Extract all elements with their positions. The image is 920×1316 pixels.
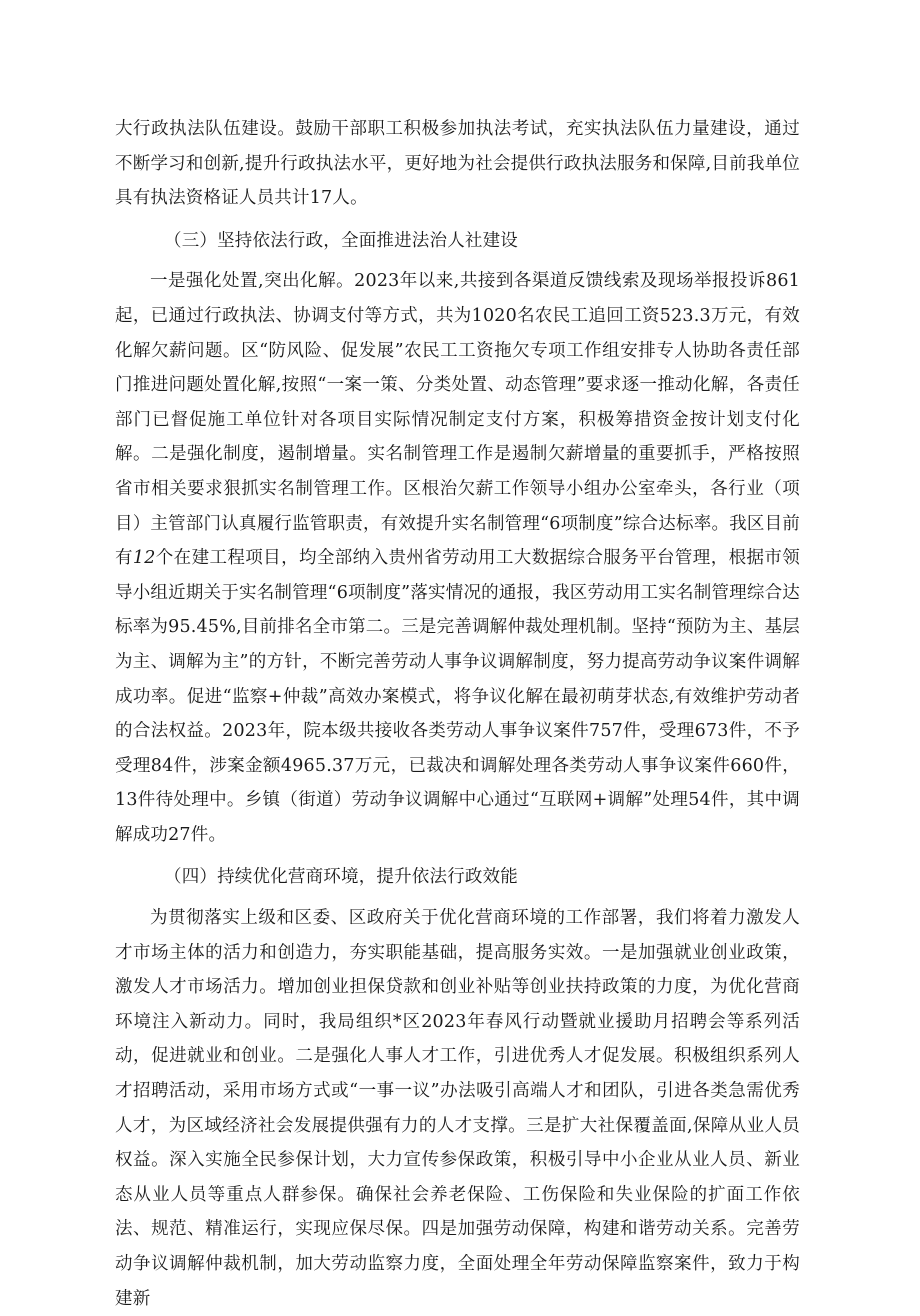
section-heading-4: （四）持续优化营商环境，提升依法行政效能 [164,867,518,888]
section-heading-3: （三）坚持依法行政，全面推进法治人社建设 [164,230,518,251]
section-3-paragraph [115,264,800,852]
section-4-paragraph: 为贯彻落实上级和区委、区政府关于优化营商环境的工作部署，我们将着力激发人才市场主体的活力和创造力，夯实职能基础，提高服务实效。一是加强就业创业政策，激发人才市场活力。增加创业担保贷款和创业补贴等创业扶持政策的力度，为优化营商环境注入新动力。同时，我局组织*区2023年春风行动暨就业援助月招聘会等系列活动，促进就业和创业。二是强化人事人才工作，引进优秀人才促发展。积极组织系列人才招聘活动，采用市场方式或“一事一议”办法吸引高端人才和团队，引进各类急需优秀人才，为区域经济社会发展提供强有力的人才支撑。三是扩大社保覆盖面,保障从业人员权益。深入实施全民参保计划，大力宣传参保政策，积极引导中小企业从业人员、新业态从业人员等重点人群参保。确保社会养老保险、工伤保险和失业保险的扩面工作依法、规范、精准运行，实现应保尽保。四是加强劳动保障，构建和谐劳动关系。完善劳动争议调解仲裁机制，加大劳动监察力度，全面处理全年劳动保障监察案件，致力于构建新 [115,908,800,1309]
document-body [115,112,800,1316]
section-3-text-part1: 一是强化处置,突出化解。2023年以来,共接到各渠道反馈线索及现场举报投诉861起，已通过行政执法、协调支付等方式，共为1020名农民工追回工资523.3万元，有效化解欠薪问题。区“防风险、促发展”农民工工资拖欠专项工作组安排专人协助各责任部门推进问题处置化解,按照“一案一策、分类处置、动态管理”要求逐一推动化解，各责任部门已督促施工单位针对各项目实际情况制定支付方案，积极筹措资金按计划支付化解。二是强化制度，遏制增量。实名制管理工作是遏制欠薪增量的重要抓手，严格按照省市相关要求狠抓实名制管理工作。区根治欠薪工作领导小组办公室牵头，各行业（项目）主管部门认真履行监管职责，有效提升实名制管理“6项制度”综合达标率。我区目前有 [115,271,800,569]
project-count-number: 12 [132,548,156,569]
continuation-paragraph: 大行政执法队伍建设。鼓励干部职工积极参加执法考试，充实执法队伍力量建设，通过不断学习和创新,提升行政执法水平，更好地为社会提供行政执法服务和保障,目前我单位具有执法资格证人员共计17人。 [115,119,800,209]
section-3-text-part2: 个在建工程项目，均全部纳入贵州省劳动用工大数据综合服务平台管理，根据市领导小组近期关于实名制管理“6项制度”落实情况的通报，我区劳动用工实名制管理综合达标率为95.45%,目前排名全市第二。三是完善调解仲裁处理机制。坚持“预防为主、基层为主、调解为主”的方针，不断完善劳动人事争议调解制度，努力提高劳动争议案件调解成功率。促进“监察+仲裁”高效办案模式，将争议化解在最初萌芽状态,有效维护劳动者的合法权益。2023年，院本级共接收各类劳动人事争议案件757件，受理673件，不予受理84件，涉案金额4965.37万元，已裁决和调解处理各类劳动人事争议案件660件，13件待处理中。乡镇（街道）劳动争议调解中心通过“互联网+调解”处理54件，其中调解成功27件。 [115,548,800,845]
